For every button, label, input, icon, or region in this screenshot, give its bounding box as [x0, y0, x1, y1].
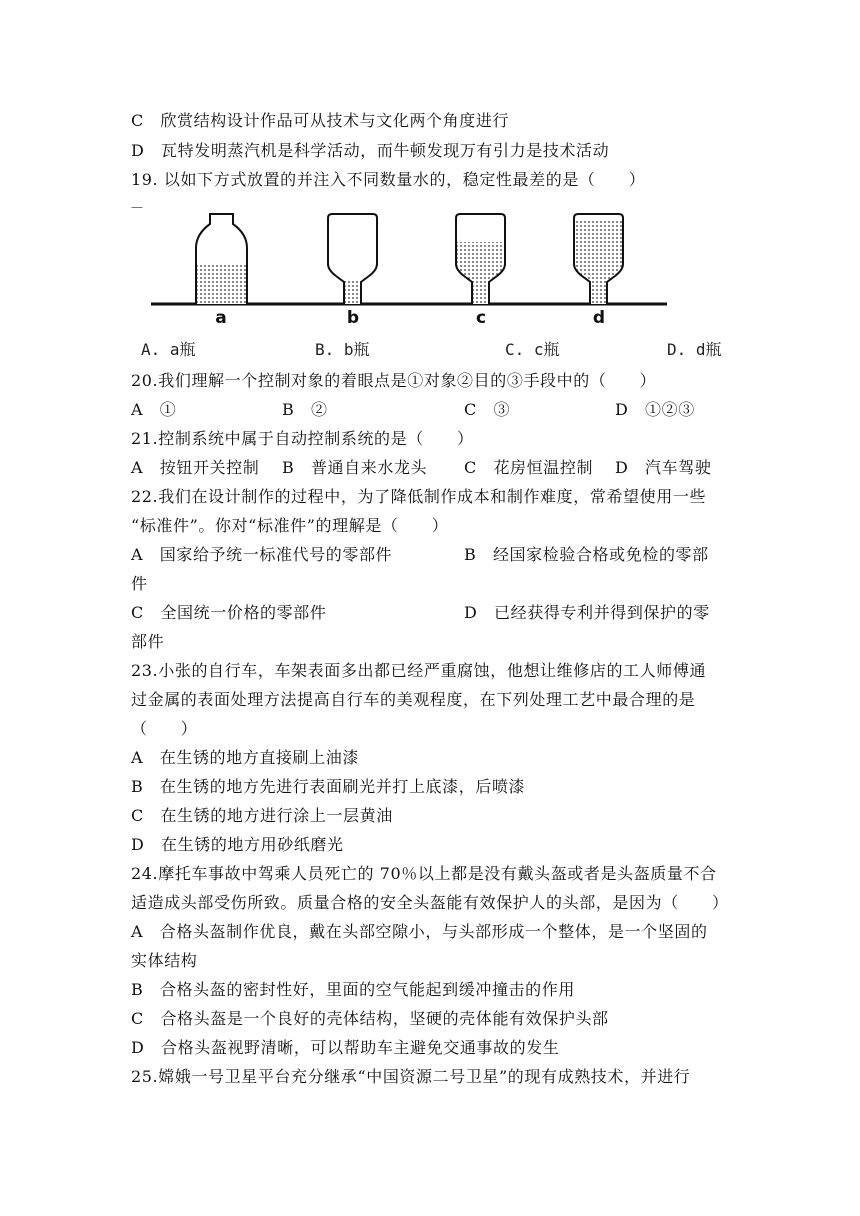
bottle-a-icon [191, 214, 251, 304]
q19-stem: 19. 以如下方式放置的并注入不同数量水的，稳定性最差的是（ ） [131, 170, 646, 189]
q22-option-d-wrap: 部件 [131, 632, 165, 651]
q24-stem-line2: 适造成头部受伤所致。质量合格的安全头盔能有效保护人的头部，是因为（ ） [131, 893, 729, 912]
q24-option-a-wrap: 实体结构 [131, 951, 198, 970]
q19-choice-b: B. b瓶 [315, 340, 370, 359]
q22-option-b-wrap: 件 [131, 574, 148, 593]
q23-stem-line3: （ ） [131, 719, 198, 738]
q20-option-a: A ① [131, 400, 177, 419]
q23-stem-line2: 过金属的表面处理方法提高自行车的美观程度，在下列处理工艺中最合理的是 [131, 690, 696, 709]
q20-option-b: B ② [282, 400, 328, 419]
q25-stem-line1: 25.嫦娥一号卫星平台充分继承“中国资源二号卫星”的现有成熟技术，并进行 [131, 1067, 691, 1086]
q23-option-c: C 在生锈的地方进行涂上一层黄油 [131, 806, 393, 825]
q23-option-b: B 在生锈的地方先进行表面刷光并打上底漆，后喷漆 [131, 777, 526, 796]
q21-option-d: D 汽车驾驶 [615, 458, 712, 477]
figure-mark: — [131, 200, 143, 214]
q21-stem: 21.控制系统中属于自动控制系统的是（ ） [131, 429, 474, 448]
q23-option-d: D 在生锈的地方用砂纸磨光 [131, 835, 344, 854]
bottle-d-icon [571, 214, 627, 304]
q21-option-b: B 普通自来水龙头 [282, 458, 428, 477]
q24-option-a: A 合格头盔制作优良，戴在头部空隙小，与头部形成一个整体，是一个坚固的 [131, 922, 708, 941]
bottle-label-b: b [346, 308, 360, 328]
q24-option-c: C 合格头盔是一个良好的壳体结构，坚硬的壳体能有效保护头部 [131, 1009, 609, 1028]
bottle-c-icon [453, 214, 509, 304]
q22-option-c: C 全国统一价格的零部件 [131, 603, 327, 622]
bottle-label-d: d [592, 308, 606, 328]
q23-stem-line1: 23.小张的自行车，车架表面多出都已经严重腐蚀，他想让维修店的工人师傅通 [131, 661, 707, 680]
q20-stem: 20.我们理解一个控制对象的着眼点是①对象②目的③手段中的（ ） [131, 371, 657, 390]
q24-option-d: D 合格头盔视野清晰，可以帮助车主避免交通事故的发生 [131, 1038, 560, 1057]
q24-stem-line1: 24.摩托车事故中驾乘人员死亡的 70％以上都是没有戴头盔或者是头盔质量不合 [131, 864, 717, 883]
q23-option-a: A 在生锈的地方直接刷上油漆 [131, 748, 359, 767]
q20-option-c: C ③ [464, 400, 511, 419]
q20-option-d: D ①②③ [615, 400, 695, 419]
q22-stem-line1: 22.我们在设计制作的过程中，为了降低制作成本和制作难度，常希望使用一些 [131, 487, 707, 506]
bottle-diagram [131, 200, 731, 364]
q18-option-d: D 瓦特发明蒸汽机是科学活动，而牛顿发现万有引力是技术活动 [131, 141, 610, 160]
bottle-b-icon [326, 214, 382, 304]
q21-option-a: A 按钮开关控制 [131, 458, 260, 477]
bottle-label-c: c [475, 308, 487, 328]
q19-choice-d: D. d瓶 [667, 340, 722, 359]
q22-option-a: A 国家给予统一标准代号的零部件 [131, 545, 393, 564]
q22-option-b: B 经国家检验合格或免检的零部 [464, 545, 709, 564]
q24-option-b: B 合格头盔的密封性好，里面的空气能起到缓冲撞击的作用 [131, 980, 575, 999]
q22-stem-line2: “标准件”。你对“标准件”的理解是（ ） [131, 516, 449, 535]
q19-choice-c: C. c瓶 [505, 340, 560, 359]
q21-option-c: C 花房恒温控制 [464, 458, 594, 477]
q18-option-c: C 欣赏结构设计作品可从技术与文化两个角度进行 [131, 111, 510, 130]
q22-option-d: D 已经获得专利并得到保护的零 [464, 603, 710, 622]
q19-choice-a: A. a瓶 [141, 340, 196, 359]
bottle-figure [131, 200, 731, 364]
bottle-label-a: a [215, 308, 227, 328]
